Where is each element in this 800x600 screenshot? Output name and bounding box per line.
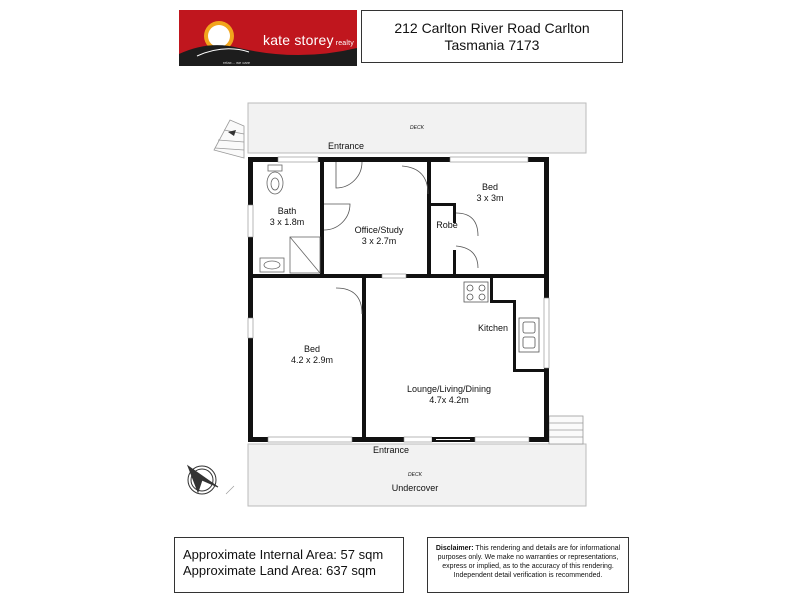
stairs-bottom — [549, 416, 583, 444]
room-lounge-living-dining: Lounge/Living/Dining 4.7x 4.2m — [406, 384, 492, 405]
address-line-1: 212 Carlton River Road Carlton — [394, 20, 590, 36]
land-area: Approximate Land Area: 637 sqm — [183, 563, 376, 578]
room-bed-1: Bed 3 x 3m — [476, 182, 504, 203]
cooktop-icon — [464, 282, 488, 302]
internal-area: Approximate Internal Area: 57 sqm — [183, 547, 384, 562]
area-summary — [174, 537, 404, 593]
room-kitchen: Kitchen — [477, 323, 509, 333]
stairs-top — [214, 120, 244, 158]
brand-name: kate storey realty — [263, 32, 355, 48]
address-line-2: Tasmania 7173 — [444, 37, 540, 53]
toilet-icon — [267, 165, 283, 194]
room-bath: Bath 3 x 1.8m — [269, 206, 305, 227]
brand-tagline: relax... we care — [223, 60, 251, 65]
undercover-label: Undercover — [391, 483, 439, 493]
compass-icon — [188, 466, 234, 494]
room-office-study: Office/Study 3 x 2.7m — [354, 225, 404, 246]
sink-icon — [519, 318, 539, 352]
room-bed-2: Bed 4.2 x 2.9m — [290, 344, 334, 365]
deck-top-label: DECK — [410, 125, 424, 131]
disclaimer-text: This rendering and details are for informational purposes only. We make no warranties or representations, express or implied, as to the accuracy of this rendering. Independent detail verification is recommended. — [437, 545, 621, 579]
disclaimer-box — [427, 537, 629, 593]
shower-icon — [290, 237, 320, 273]
entrance-bottom-label: Entrance — [372, 445, 410, 455]
disclaimer-heading: Disclaimer: — [435, 545, 474, 552]
room-robe: Robe — [436, 220, 458, 230]
entrance-top-label: Entrance — [327, 141, 365, 151]
deck-bottom-label: DECK — [408, 472, 422, 478]
basin-icon — [260, 258, 284, 272]
